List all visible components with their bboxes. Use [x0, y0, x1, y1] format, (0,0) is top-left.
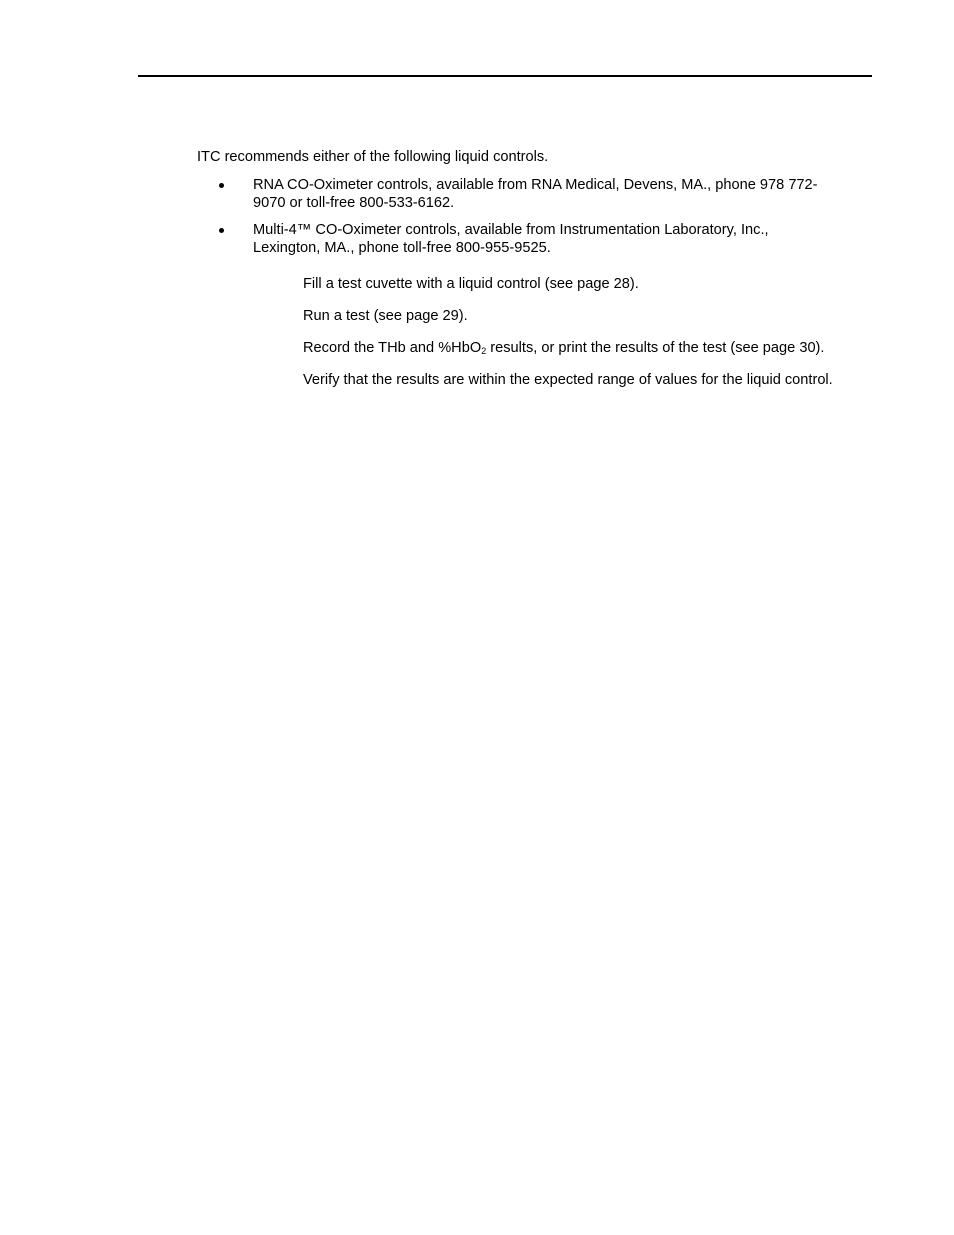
bullet-icon — [219, 183, 224, 188]
step-record — [303, 339, 903, 357]
step-run: Run a test (see page 29). — [303, 308, 468, 324]
procedure-steps — [303, 275, 903, 403]
list-item-line: Lexington, MA., phone toll-free 800-955-9525. — [253, 240, 551, 256]
list-item-line: RNA CO-Oximeter controls, available from RNA Medical, Devens, MA., phone 978 772- — [253, 177, 818, 193]
subscript-2: 2 — [481, 346, 487, 356]
list-item-line: Multi-4™ CO-Oximeter controls, available from Instrumentation Laboratory, Inc., — [253, 222, 769, 238]
list-item-line: 9070 or toll-free 800-533-6162. — [253, 195, 455, 211]
bullet-icon — [219, 228, 224, 233]
step-verify: Verify that the results are within the expected range of values for the liquid control. — [303, 372, 833, 388]
list-item — [217, 221, 867, 257]
list-item — [217, 176, 867, 212]
step-record-text: Record the THb and %HbO — [303, 340, 482, 356]
intro-text: ITC recommends either of the following liquid controls. — [197, 149, 549, 165]
step-fill: Fill a test cuvette with a liquid control (see page 28). — [303, 276, 639, 292]
controls-list — [217, 176, 867, 266]
header-rule — [138, 75, 872, 77]
step-record-text-rest: results, or print the results of the test (see page 30). — [486, 340, 825, 356]
